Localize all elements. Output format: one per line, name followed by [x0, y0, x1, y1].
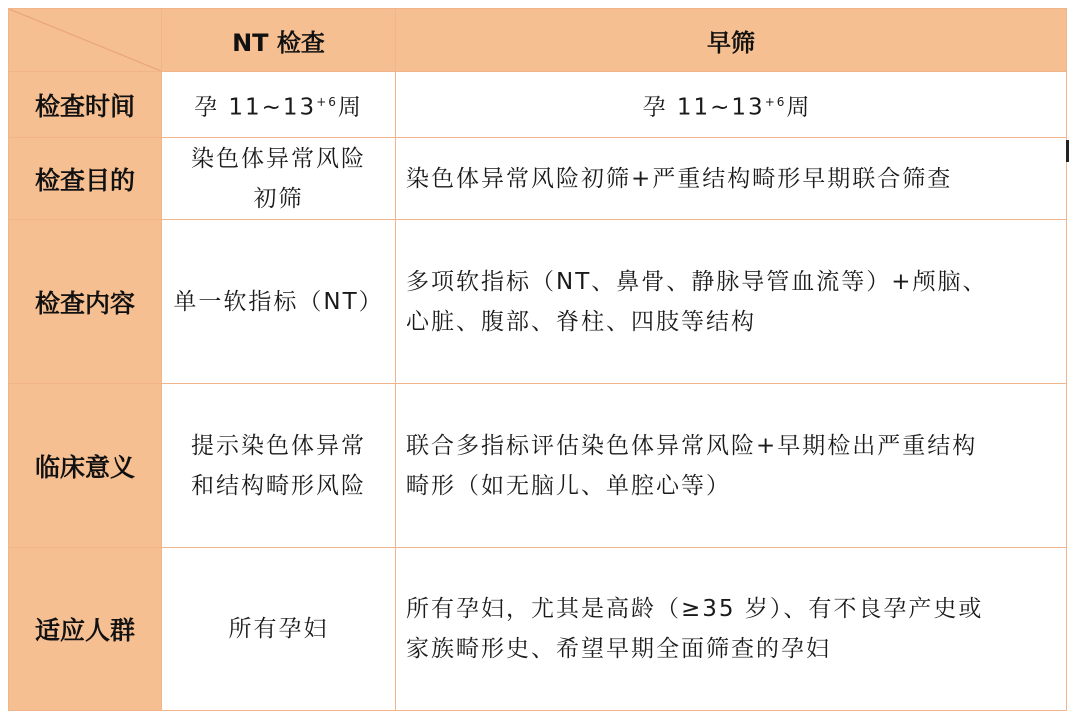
cell-nt-time: 孕 $11\sim 13^{+6}$周 — [162, 72, 396, 138]
table-row — [9, 220, 1067, 384]
table-row — [9, 384, 1067, 548]
table-row — [9, 72, 1067, 138]
row-label: 检查内容 — [9, 220, 162, 384]
cell-screening-content: 多项软指标（NT、鼻骨、静脉导管血流等）+颅脑、 心脏、腹部、脊柱、四肢等结构 — [396, 220, 1067, 384]
row-label: 检查时间 — [9, 72, 162, 138]
cell-nt-significance: 提示染色体异常 和结构畸形风险 — [162, 384, 396, 548]
row-label: 适应人群 — [9, 548, 162, 711]
corner-cell — [9, 9, 162, 72]
row-label: 检查目的 — [9, 138, 162, 220]
cell-nt-purpose: 染色体异常风险 初筛 — [162, 138, 396, 220]
column-header-early-screening: 早筛 — [396, 9, 1067, 72]
comparison-table — [8, 8, 1067, 711]
edge-marker — [1066, 140, 1069, 162]
cell-screening-population: 所有孕妇，尤其是高龄（≥35 岁）、有不良孕产史或 家族畸形史、希望早期全面筛查的孕妇 — [396, 548, 1067, 711]
cell-nt-population: 所有孕妇 — [162, 548, 396, 711]
header-row — [9, 9, 1067, 72]
row-label: 临床意义 — [9, 384, 162, 548]
table-row — [9, 138, 1067, 220]
cell-screening-time: 孕 $11\sim 13^{+6}$周 — [396, 72, 1067, 138]
cell-nt-content: 单一软指标（NT） — [162, 220, 396, 384]
cell-screening-purpose: 染色体异常风险初筛+严重结构畸形早期联合筛查 — [396, 138, 1067, 220]
cell-screening-significance: 联合多指标评估染色体异常风险+早期检出严重结构 畸形（如无脑儿、单腔心等） — [396, 384, 1067, 548]
diagonal-line — [9, 9, 161, 71]
table-row — [9, 548, 1067, 711]
column-header-nt: NT 检查 — [162, 9, 396, 72]
